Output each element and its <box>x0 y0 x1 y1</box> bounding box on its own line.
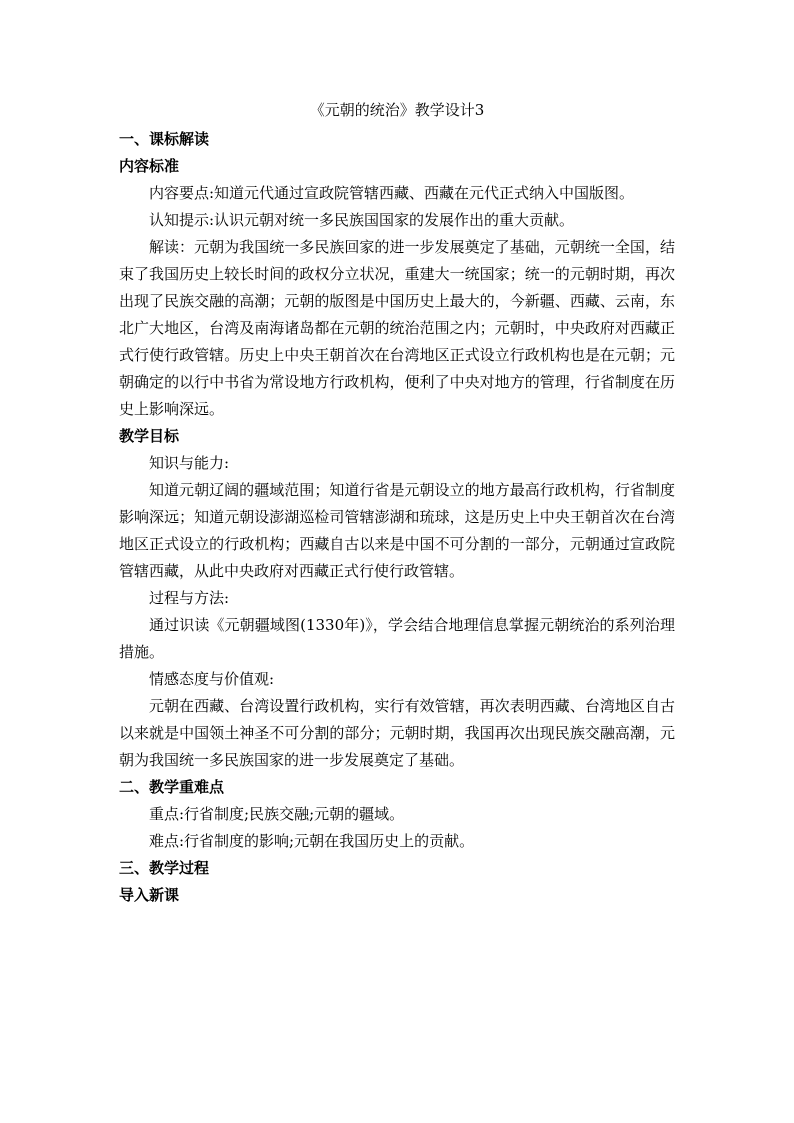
process-method-heading: 过程与方法: <box>149 589 230 607</box>
difficult-point: 难点:行省制度的影响;元朝在我国历史上的贡献。 <box>149 832 475 850</box>
document-body <box>119 126 675 909</box>
section-heading-teaching-process: 三、教学过程 <box>119 859 210 877</box>
knowledge-ability-heading: 知识与能力: <box>149 454 230 472</box>
section-heading-curriculum: 一、课标解读 <box>119 130 210 148</box>
knowledge-ability-text: 知道元朝辽阔的疆域范围；知道行省是元朝设立的地方最高行政机构，行省制度影响深远；知道元朝设澎湖巡检司管辖澎湖和琉球，这是历史上中央王朝首次在台湾地区正式设立的行政机构；西藏自古以来是中国不可分割的一部分，元朝通过宣政院管辖西藏，从此中央政府对西藏正式行使行政管辖。 <box>119 481 675 580</box>
interpretation-paragraph: 解读：元朝为我国统一多民族回家的进一步发展奠定了基础，元朝统一全国，结束了我国历史上较长时间的政权分立状况，重建大一统国家；统一的元朝时期，再次出现了民族交融的高潮；元朝的版图是中国历史上最大的，今新疆、西藏、云南，东北广大地区，台湾及南海诸岛都在元朝的统治范围之内；元朝时，中央政府对西藏正式行使行政管辖。历史上中央王朝首次在台湾地区正式设立行政机构也是在元朝；元朝确定的以行中书省为常设地方行政机构，便利了中央对地方的管理，行省制度在历史上影响深远。 <box>119 238 675 418</box>
cognitive-hint: 认知提示:认识元朝对统一多民族国国家的发展作出的重大贡献。 <box>149 211 575 229</box>
emotion-values-text: 元朝在西藏、台湾设置行政机构，实行有效管辖，再次表明西藏、台湾地区自古以来就是中国领土神圣不可分割的部分；元朝时期，我国再次出现民族交融高潮，元朝为我国统一多民族国家的进一步发展奠定了基础。 <box>119 697 675 769</box>
process-method-text: 通过识读《元朝疆域图(1330年)》，学会结合地理信息掌握元朝统治的系列治理措施。 <box>119 616 675 661</box>
key-point: 重点:行省制度;民族交融;元朝的疆域。 <box>149 805 405 823</box>
content-point: 内容要点:知道元代通过宣政院管辖西藏、西藏在元代正式纳入中国版图。 <box>149 184 635 202</box>
document-title: 《元朝的统治》教学设计3 <box>309 101 485 119</box>
section-heading-key-difficult: 二、教学重难点 <box>119 778 225 796</box>
emotion-values-heading: 情感态度与价值观: <box>149 670 275 688</box>
subheading-content-standard: 内容标准 <box>119 157 180 175</box>
subheading-teaching-goals: 教学目标 <box>119 427 180 445</box>
subheading-intro-lesson: 导入新课 <box>119 886 180 904</box>
